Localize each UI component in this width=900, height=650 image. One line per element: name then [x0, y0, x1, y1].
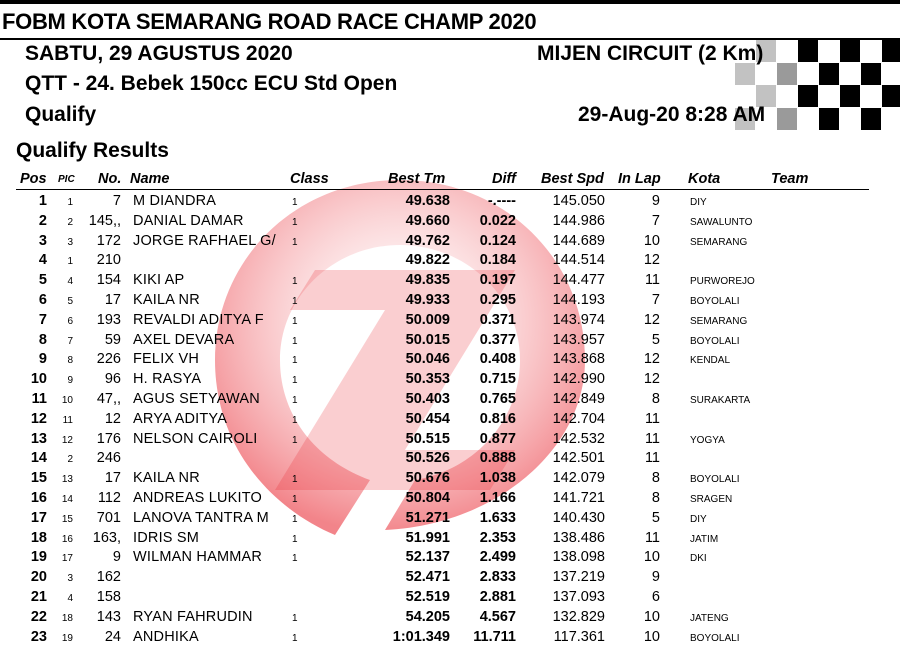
cell-pos: 10	[30, 371, 47, 388]
cell-pic: 2	[67, 216, 73, 228]
cell-pic: 12	[61, 434, 73, 446]
cell-best-time: 50.046	[405, 351, 450, 368]
col-diff: Diff	[492, 171, 516, 187]
cell-class: 1	[292, 632, 298, 644]
cell-in-lap: 8	[651, 489, 660, 506]
cell-diff: 2.881	[479, 588, 516, 605]
cell-name: RYAN FAHRUDIN	[133, 608, 253, 625]
table-row	[0, 290, 900, 310]
cell-name: FELIX VH	[133, 351, 200, 368]
table-row	[0, 349, 900, 369]
cell-pos: 7	[38, 311, 47, 328]
cell-pic: 4	[67, 592, 73, 604]
cell-pic: 3	[67, 236, 73, 248]
cell-pic: 10	[61, 394, 73, 406]
cell-in-lap: 11	[644, 430, 660, 447]
cell-best-speed: 143.974	[552, 311, 605, 328]
cell-diff: 0.197	[479, 272, 516, 289]
cell-in-lap: 10	[643, 608, 660, 625]
table-row	[0, 429, 900, 449]
cell-best-time: 50.015	[405, 331, 450, 348]
table-row	[0, 627, 900, 647]
cell-best-time: 50.454	[405, 410, 450, 427]
cell-class: 1	[292, 236, 298, 248]
cell-best-time: 49.933	[405, 291, 450, 308]
cell-pos: 23	[30, 628, 47, 645]
cell-class: 1	[292, 315, 298, 327]
table-row	[0, 488, 900, 508]
cell-name: ARYA ADITYA	[133, 410, 228, 427]
cell-diff: 0.715	[479, 371, 516, 388]
cell-kota: BOYOLALI	[690, 632, 740, 644]
cell-pos: 2	[38, 212, 47, 229]
cell-best-time: 50.804	[405, 489, 450, 506]
cell-in-lap: 11	[644, 272, 660, 289]
cell-class: 1	[292, 355, 298, 367]
cell-pic: 18	[61, 612, 73, 624]
cell-best-speed: 142.990	[552, 371, 605, 388]
cell-no: 47,,	[96, 390, 121, 407]
table-row	[0, 528, 900, 548]
table-row	[0, 330, 900, 350]
flag-square	[882, 40, 900, 62]
flag-square	[861, 63, 881, 85]
cell-in-lap: 5	[651, 509, 660, 526]
cell-no: 163,	[92, 529, 121, 546]
cell-no: 145,,	[88, 212, 121, 229]
cell-pos: 14	[30, 450, 47, 467]
cell-no: 96	[104, 371, 121, 388]
cell-no: 17	[104, 291, 121, 308]
cell-in-lap: 8	[651, 390, 660, 407]
session-label: Qualify	[25, 103, 97, 126]
cell-kota: SURAKARTA	[690, 394, 751, 406]
cell-in-lap: 12	[643, 311, 660, 328]
cell-no: 226	[96, 351, 121, 368]
cell-class: 1	[292, 375, 298, 387]
cell-pos: 17	[30, 509, 47, 526]
cell-class: 1	[292, 414, 298, 426]
cell-best-time: 50.676	[405, 470, 450, 487]
cell-in-lap: 7	[651, 212, 660, 229]
cell-best-time: 50.353	[405, 371, 450, 388]
cell-no: 59	[104, 331, 121, 348]
table-row	[0, 191, 900, 211]
cell-kota: SEMARANG	[690, 236, 748, 248]
cell-no: 162	[96, 569, 121, 586]
cell-diff: 0.377	[479, 331, 516, 348]
cell-diff: -.----	[487, 193, 516, 209]
flag-square	[861, 108, 881, 130]
cell-diff: 0.295	[479, 291, 516, 308]
cell-pic: 16	[61, 533, 73, 545]
cell-pos: 4	[38, 252, 47, 269]
cell-pos: 11	[31, 390, 47, 407]
flag-square	[840, 40, 860, 62]
cell-best-speed: 144.689	[552, 232, 605, 249]
cell-no: 17	[104, 470, 121, 487]
cell-in-lap: 5	[651, 331, 660, 348]
cell-no: 12	[104, 410, 121, 427]
cell-diff: 0.877	[479, 430, 516, 447]
flag-square	[777, 63, 797, 85]
cell-class: 1	[292, 394, 298, 406]
cell-no: 176	[96, 430, 121, 447]
cell-no: 143	[96, 608, 121, 625]
cell-best-time: 51.991	[405, 529, 450, 546]
event-class: QTT - 24. Bebek 150cc ECU Std Open	[25, 72, 398, 95]
print-timestamp: 29-Aug-20 8:28 AM	[578, 103, 766, 126]
cell-best-time: 49.660	[405, 212, 450, 229]
cell-diff: 0.124	[479, 232, 516, 249]
cell-pic: 5	[67, 295, 73, 307]
cell-name: REVALDI ADITYA F	[133, 311, 264, 328]
cell-in-lap: 9	[651, 569, 660, 586]
col-best-time: Best Tm	[388, 171, 446, 187]
cell-kota: DKI	[690, 553, 707, 565]
cell-best-time: 50.009	[405, 311, 450, 328]
cell-pic: 11	[62, 414, 73, 426]
cell-kota: PURWOREJO	[690, 276, 755, 288]
table-header	[0, 171, 900, 189]
cell-name: ANDREAS LUKITO	[133, 489, 263, 506]
table-row	[0, 468, 900, 488]
cell-in-lap: 12	[643, 371, 660, 388]
cell-pic: 19	[61, 632, 73, 644]
col-best-speed: Best Spd	[541, 171, 604, 187]
cell-kota: BOYOLALI	[690, 474, 740, 486]
cell-best-time: 50.403	[405, 390, 450, 407]
cell-name: IDRIS SM	[133, 529, 200, 546]
cell-class: 1	[292, 434, 298, 446]
table-row	[0, 389, 900, 409]
cell-best-speed: 144.193	[552, 291, 605, 308]
cell-diff: 4.567	[479, 608, 516, 625]
cell-class: 1	[292, 216, 298, 228]
cell-pos: 19	[30, 549, 47, 566]
cell-pos: 21	[30, 588, 47, 605]
cell-best-speed: 137.093	[552, 588, 605, 605]
cell-best-time: 54.205	[405, 608, 450, 625]
cell-pic: 14	[61, 493, 73, 505]
table-row	[0, 231, 900, 251]
cell-pic: 15	[61, 513, 73, 525]
cell-in-lap: 10	[643, 232, 660, 249]
cell-no: 701	[96, 509, 121, 526]
cell-pos: 12	[30, 410, 47, 427]
cell-class: 1	[292, 474, 298, 486]
cell-kota: SAWALUNTO	[690, 216, 753, 228]
cell-kota: SRAGEN	[690, 493, 733, 505]
cell-diff: 2.353	[479, 529, 516, 546]
cell-in-lap: 10	[643, 628, 660, 645]
cell-in-lap: 8	[651, 470, 660, 487]
cell-diff: 2.833	[479, 569, 516, 586]
table-row	[0, 607, 900, 627]
cell-best-time: 49.638	[405, 193, 450, 209]
cell-name: AXEL DEVARA	[133, 331, 235, 348]
cell-diff: 0.765	[479, 390, 516, 407]
table-row	[0, 369, 900, 389]
cell-pic: 8	[67, 355, 73, 367]
cell-pic: 17	[61, 553, 73, 565]
cell-pos: 16	[30, 489, 47, 506]
table-row	[0, 448, 900, 468]
cell-class: 1	[292, 295, 298, 307]
table-row	[0, 409, 900, 429]
cell-name: AGUS SETYAWAN	[133, 390, 260, 407]
flag-square	[798, 85, 818, 107]
cell-best-speed: 144.986	[552, 212, 605, 229]
cell-class: 1	[292, 276, 298, 288]
cell-diff: 11.711	[473, 628, 516, 645]
cell-class: 1	[292, 533, 298, 545]
cell-name: DANIAL DAMAR	[133, 212, 244, 229]
cell-kota: DIY	[690, 513, 707, 525]
cell-best-speed: 145.050	[552, 193, 605, 209]
cell-best-time: 52.519	[405, 588, 450, 605]
cell-name: KAILA NR	[133, 291, 200, 308]
cell-class: 1	[292, 493, 298, 505]
event-date: SABTU, 29 AGUSTUS 2020	[25, 42, 293, 65]
cell-class: 1	[292, 553, 298, 565]
cell-pos: 22	[30, 608, 47, 625]
flag-square	[777, 108, 797, 130]
cell-diff: 0.022	[479, 212, 516, 229]
col-kota: Kota	[688, 171, 721, 187]
cell-best-time: 49.762	[405, 232, 450, 249]
cell-pos: 8	[38, 331, 47, 348]
flag-square	[819, 63, 839, 85]
col-pos: Pos	[20, 171, 47, 187]
col-in-lap: In Lap	[618, 171, 661, 187]
cell-in-lap: 12	[643, 252, 660, 269]
cell-diff: 0.184	[479, 252, 516, 269]
col-class: Class	[290, 171, 329, 187]
cell-no: 112	[97, 489, 121, 506]
cell-in-lap: 11	[644, 410, 660, 427]
cell-kota: DIY	[690, 197, 707, 208]
cell-kota: KENDAL	[690, 355, 731, 367]
cell-name: KIKI AP	[133, 272, 185, 289]
cell-pic: 4	[67, 276, 73, 288]
cell-name: ANDHIKA	[133, 628, 199, 645]
cell-no: 246	[96, 450, 121, 467]
col-team: Team	[771, 171, 809, 187]
cell-class: 1	[292, 513, 298, 525]
cell-best-speed: 143.868	[552, 351, 605, 368]
cell-best-speed: 142.704	[552, 410, 605, 427]
cell-name: WILMAN HAMMAR	[133, 549, 263, 566]
cell-kota: BOYOLALI	[690, 295, 740, 307]
cell-pic: 9	[67, 375, 73, 387]
table-row	[0, 547, 900, 567]
cell-best-speed: 138.098	[552, 549, 605, 566]
col-pic: PIC	[58, 174, 75, 185]
flag-square	[882, 85, 900, 107]
cell-best-time: 52.137	[405, 549, 450, 566]
table-row	[0, 508, 900, 528]
cell-best-time: 49.822	[405, 252, 450, 269]
results-heading: Qualify Results	[16, 139, 169, 162]
cell-name: M DIANDRA	[133, 193, 217, 209]
cell-in-lap: 7	[651, 291, 660, 308]
cell-diff: 1.038	[479, 470, 516, 487]
cell-pic: 1	[67, 197, 73, 208]
cell-name: KAILA NR	[133, 470, 200, 487]
cell-best-speed: 142.532	[552, 430, 605, 447]
cell-pos: 15	[30, 470, 47, 487]
col-no: No.	[98, 171, 122, 187]
cell-diff: 1.633	[479, 509, 516, 526]
cell-best-time: 51.271	[405, 509, 450, 526]
cell-kota: SEMARANG	[690, 315, 748, 327]
flag-square	[798, 40, 818, 62]
cell-pos: 20	[30, 569, 47, 586]
cell-best-time: 1:01.349	[392, 628, 450, 645]
cell-pos: 13	[30, 430, 47, 447]
cell-diff: 2.499	[479, 549, 516, 566]
cell-pic: 7	[67, 335, 73, 347]
table-row	[0, 270, 900, 290]
cell-no: 210	[96, 252, 121, 269]
cell-pos: 5	[38, 272, 47, 289]
cell-pic: 1	[67, 256, 73, 268]
cell-pic: 2	[67, 454, 73, 466]
table-row	[0, 250, 900, 270]
cell-no: 24	[104, 628, 121, 645]
cell-class: 1	[292, 612, 298, 624]
cell-best-speed: 138.486	[552, 529, 605, 546]
cell-in-lap: 11	[644, 450, 660, 467]
cell-best-time: 49.835	[405, 272, 450, 289]
table-row	[0, 310, 900, 330]
cell-no: 158	[96, 588, 121, 605]
cell-class: 1	[292, 335, 298, 347]
cell-kota: JATIM	[690, 533, 719, 545]
results-table	[0, 191, 900, 646]
flag-square	[840, 85, 860, 107]
cell-in-lap: 10	[643, 549, 660, 566]
cell-best-speed: 144.514	[552, 252, 605, 269]
cell-name: NELSON CAIROLI	[133, 430, 258, 447]
cell-best-speed: 140.430	[552, 509, 605, 526]
cell-pos: 18	[30, 529, 47, 546]
cell-in-lap: 12	[643, 351, 660, 368]
cell-best-time: 50.515	[405, 430, 450, 447]
cell-no: 154	[96, 272, 121, 289]
cell-best-speed: 142.079	[552, 470, 605, 487]
cell-diff: 0.888	[479, 450, 516, 467]
cell-pic: 3	[67, 573, 73, 585]
cell-best-speed: 142.501	[552, 450, 605, 467]
top-border	[0, 0, 900, 4]
cell-pic: 6	[67, 315, 73, 327]
col-name: Name	[130, 171, 170, 187]
cell-kota: BOYOLALI	[690, 335, 740, 347]
header-divider	[16, 189, 869, 190]
cell-best-speed: 141.721	[552, 489, 605, 506]
cell-pic: 13	[61, 474, 73, 486]
cell-diff: 1.166	[479, 489, 516, 506]
cell-diff: 0.408	[479, 351, 516, 368]
table-row	[0, 567, 900, 587]
table-row	[0, 211, 900, 231]
cell-no: 7	[112, 193, 121, 209]
cell-in-lap: 6	[651, 588, 660, 605]
cell-pos: 1	[38, 193, 47, 209]
cell-name: JORGE RAFHAEL G/	[133, 232, 276, 249]
cell-diff: 0.816	[479, 410, 516, 427]
cell-best-speed: 137.219	[552, 569, 605, 586]
cell-best-time: 50.526	[405, 450, 450, 467]
cell-no: 193	[96, 311, 121, 328]
flag-square	[819, 108, 839, 130]
cell-best-time: 52.471	[405, 569, 450, 586]
cell-best-speed: 132.829	[552, 608, 605, 625]
table-row	[0, 587, 900, 607]
cell-no: 9	[112, 549, 121, 566]
cell-in-lap: 9	[651, 193, 660, 209]
page-title: FOBM KOTA SEMARANG ROAD RACE CHAMP 2020	[2, 9, 537, 34]
cell-kota: JATENG	[690, 612, 729, 624]
cell-name: LANOVA TANTRA M	[133, 509, 269, 526]
cell-pos: 9	[38, 351, 47, 368]
cell-best-speed: 143.957	[552, 331, 605, 348]
cell-kota: YOGYA	[690, 434, 725, 446]
cell-name: H. RASYA	[133, 371, 202, 388]
cell-pos: 6	[38, 291, 47, 308]
cell-best-speed: 144.477	[552, 272, 605, 289]
cell-best-speed: 142.849	[552, 390, 605, 407]
cell-no: 172	[96, 232, 121, 249]
circuit-name: MIJEN CIRCUIT (2 Km)	[537, 42, 764, 65]
cell-diff: 0.371	[479, 311, 516, 328]
cell-best-speed: 117.361	[553, 628, 605, 645]
cell-pos: 3	[38, 232, 47, 249]
cell-in-lap: 11	[644, 529, 660, 546]
cell-class: 1	[292, 197, 298, 208]
